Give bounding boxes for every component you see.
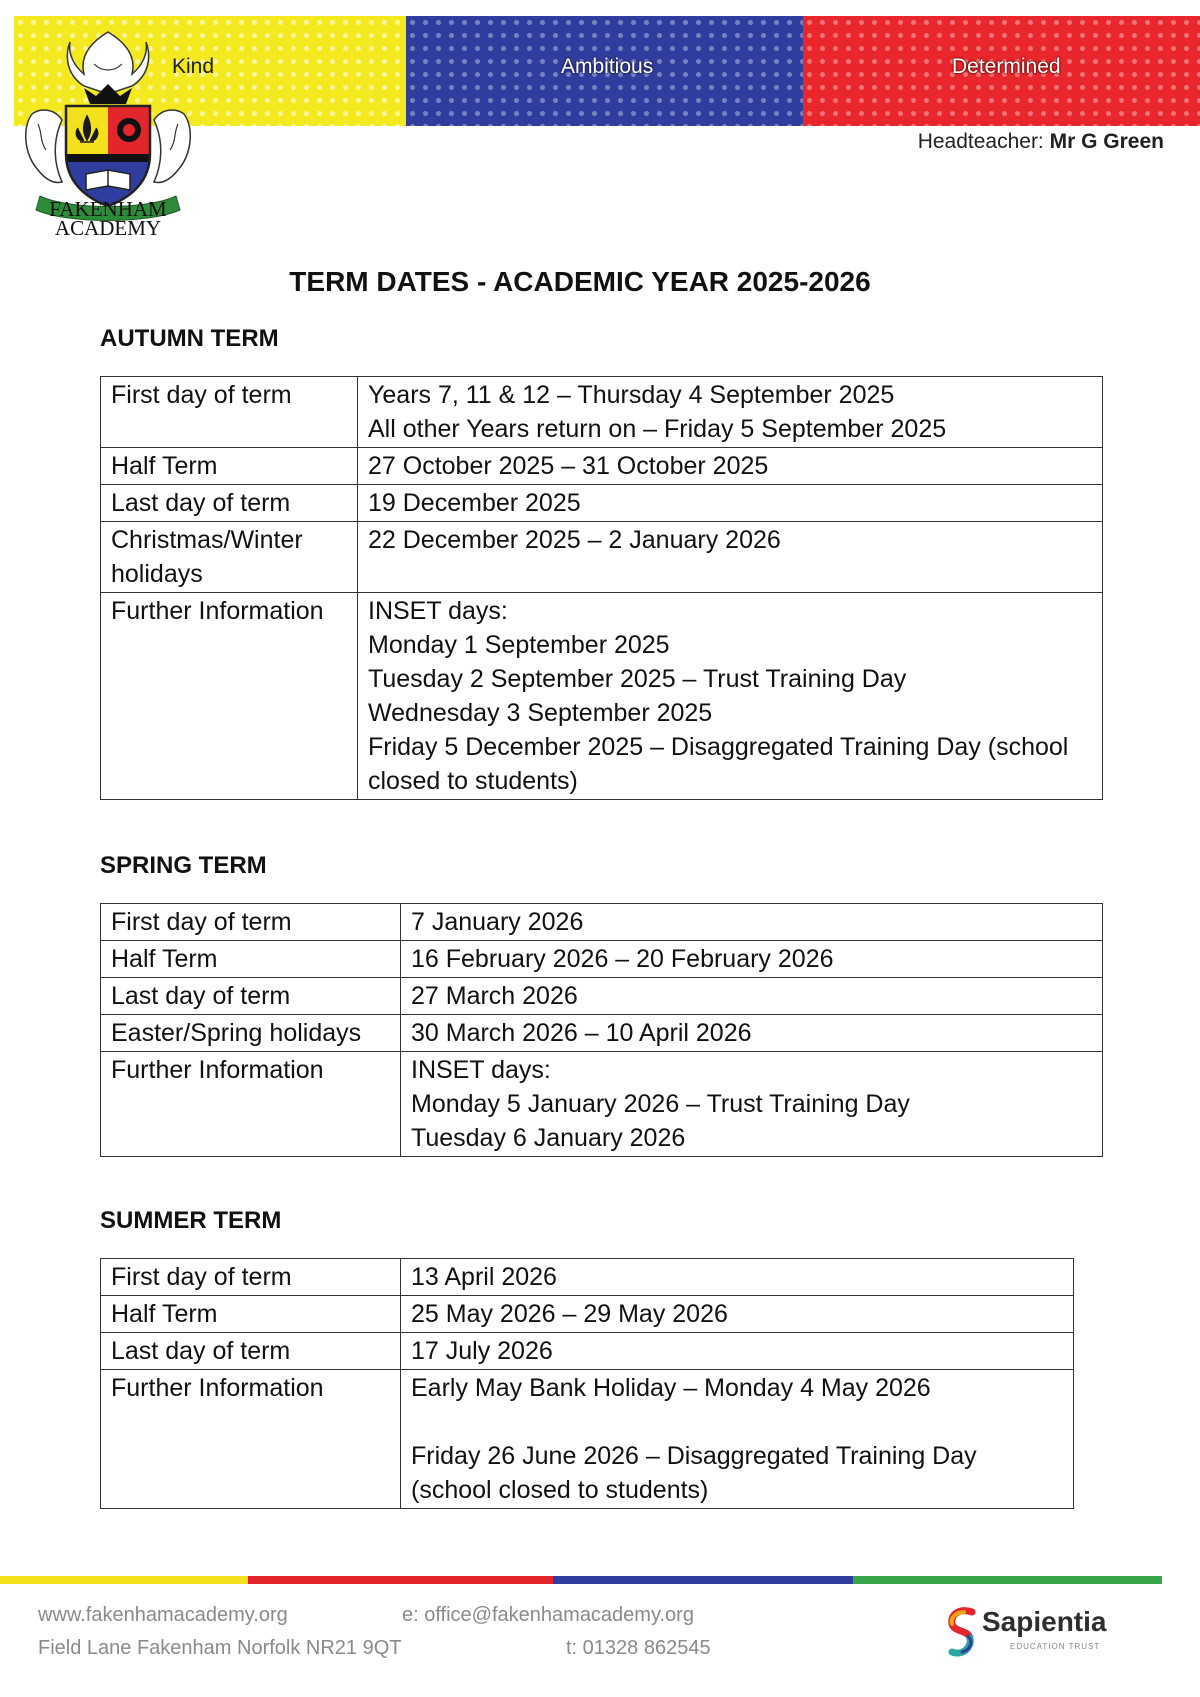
row-value: Tuesday 2 September 2025 – Trust Training Day <box>368 665 907 693</box>
summer-heading: SUMMER TERM <box>100 1207 282 1234</box>
spring-term-table <box>100 903 1103 1157</box>
table-row <box>101 904 1103 941</box>
row-value-cell <box>358 593 1103 800</box>
row-label: Half Term <box>111 452 218 480</box>
row-label: Easter/Spring holidays <box>111 1019 362 1047</box>
trust-name: Sapientia <box>982 1606 1107 1637</box>
table-row <box>101 522 1103 593</box>
banner-band-blue <box>406 16 803 126</box>
autumn-heading: AUTUMN TERM <box>100 325 279 352</box>
table-row <box>101 448 1103 485</box>
sapientia-logo-icon <box>944 1606 980 1662</box>
table-row <box>101 1015 1103 1052</box>
school-name-line2: ACADEMY <box>54 216 162 240</box>
row-value: 7 January 2026 <box>411 908 584 936</box>
row-value-cell <box>401 904 1103 941</box>
table-row <box>101 1052 1103 1157</box>
row-label-cell <box>101 593 358 800</box>
table-row <box>101 485 1103 522</box>
table-row <box>101 941 1103 978</box>
row-value: 27 March 2026 <box>411 982 578 1010</box>
headteacher-name: Mr G Green <box>1049 130 1164 153</box>
row-value: 25 May 2026 – 29 May 2026 <box>411 1300 728 1328</box>
row-value-cell <box>358 448 1103 485</box>
row-value <box>411 1405 1063 1439</box>
row-value-cell <box>401 941 1103 978</box>
row-value: 13 April 2026 <box>411 1263 557 1291</box>
row-label: Further Information <box>111 1056 324 1084</box>
footer-bar-segment <box>853 1576 1162 1584</box>
row-label-cell <box>101 1370 401 1509</box>
row-label-cell <box>101 522 358 593</box>
row-label: First day of term <box>111 381 292 409</box>
row-label-cell <box>101 904 401 941</box>
headteacher-line <box>918 130 1164 154</box>
table-row <box>101 1259 1074 1296</box>
footer-bar-segment <box>248 1576 553 1584</box>
row-label: Further Information <box>111 1374 324 1402</box>
row-label-cell <box>101 1333 401 1370</box>
row-value: 27 October 2025 – 31 October 2025 <box>368 452 769 480</box>
footer-bar-segment <box>0 1576 248 1584</box>
row-label: First day of term <box>111 1263 292 1291</box>
headteacher-label: Headteacher: <box>917 130 1044 153</box>
row-value-cell <box>401 1296 1074 1333</box>
row-label: Christmas/Winter <box>111 526 303 554</box>
row-label: Last day of term <box>111 489 291 517</box>
row-label-cell <box>101 1015 401 1052</box>
row-value: 19 December 2025 <box>368 489 581 517</box>
footer-bar-segment <box>553 1576 853 1584</box>
row-value: Early May Bank Holiday – Monday 4 May 2026 <box>411 1374 931 1402</box>
row-value: Friday 26 June 2026 – Disaggregated Training Day <box>411 1442 977 1470</box>
footer-website: www.fakenhamacademy.org <box>38 1604 288 1626</box>
row-value: All other Years return on – Friday 5 September 2025 <box>368 415 947 443</box>
row-value: Friday 5 December 2025 – Disaggregated Training Day (school <box>368 733 1069 761</box>
value-kind: Kind <box>172 55 215 78</box>
footer-address: Field Lane Fakenham Norfolk NR21 9QT <box>38 1637 402 1659</box>
row-value: closed to students) <box>368 767 578 795</box>
row-value-cell <box>358 522 1103 593</box>
value-determined: Determined <box>952 55 1061 78</box>
autumn-term-table <box>100 376 1103 800</box>
banner-band-red <box>803 16 1200 126</box>
row-value-cell <box>358 485 1103 522</box>
row-value-cell <box>401 978 1103 1015</box>
table-row <box>101 1333 1074 1370</box>
footer-phone: t: 01328 862545 <box>566 1637 711 1659</box>
school-name-line1: FAKENHAM <box>49 197 167 221</box>
footer-color-bar <box>0 1576 1162 1584</box>
row-value: 17 July 2026 <box>411 1337 553 1365</box>
row-label-cell <box>101 978 401 1015</box>
row-value: Tuesday 6 January 2026 <box>411 1124 686 1152</box>
row-label-cell <box>101 1259 401 1296</box>
row-label: Further Information <box>111 597 324 625</box>
row-label: Last day of term <box>111 1337 291 1365</box>
trust-subtitle: EDUCATION TRUST <box>1010 1642 1101 1651</box>
summer-term-table <box>100 1258 1074 1509</box>
row-value: 22 December 2025 – 2 January 2026 <box>368 526 781 554</box>
row-value-cell <box>401 1333 1074 1370</box>
row-value-cell <box>401 1052 1103 1157</box>
row-label: Half Term <box>111 1300 218 1328</box>
row-label: Last day of term <box>111 982 291 1010</box>
table-row <box>101 978 1103 1015</box>
row-value: Wednesday 3 September 2025 <box>368 699 713 727</box>
row-label: First day of term <box>111 908 292 936</box>
row-value-cell <box>401 1370 1074 1509</box>
row-label-cell <box>101 377 358 448</box>
table-row <box>101 1370 1074 1509</box>
row-value-cell <box>358 377 1103 448</box>
row-label: holidays <box>111 560 203 588</box>
row-value: Years 7, 11 & 12 – Thursday 4 September 2025 <box>368 381 895 409</box>
row-label-cell <box>101 1296 401 1333</box>
row-value: INSET days: <box>368 597 508 625</box>
row-value: INSET days: <box>411 1056 551 1084</box>
table-row <box>101 377 1103 448</box>
row-value-cell <box>401 1259 1074 1296</box>
table-row <box>101 593 1103 800</box>
row-label-cell <box>101 485 358 522</box>
footer-email: e: office@fakenhamacademy.org <box>402 1604 694 1626</box>
spring-heading: SPRING TERM <box>100 852 267 879</box>
row-value: Monday 5 January 2026 – Trust Training Day <box>411 1090 910 1118</box>
row-value: (school closed to students) <box>411 1476 709 1504</box>
value-ambitious: Ambitious <box>561 55 654 78</box>
row-value: 16 February 2026 – 20 February 2026 <box>411 945 834 973</box>
row-label: Half Term <box>111 945 218 973</box>
row-value: Monday 1 September 2025 <box>368 631 670 659</box>
row-label-cell <box>101 941 401 978</box>
table-row <box>101 1296 1074 1333</box>
row-label-cell <box>101 1052 401 1157</box>
page-title: TERM DATES - ACADEMIC YEAR 2025-2026 <box>289 266 871 297</box>
row-label-cell <box>101 448 358 485</box>
row-value-cell <box>401 1015 1103 1052</box>
row-value: 30 March 2026 – 10 April 2026 <box>411 1019 752 1047</box>
